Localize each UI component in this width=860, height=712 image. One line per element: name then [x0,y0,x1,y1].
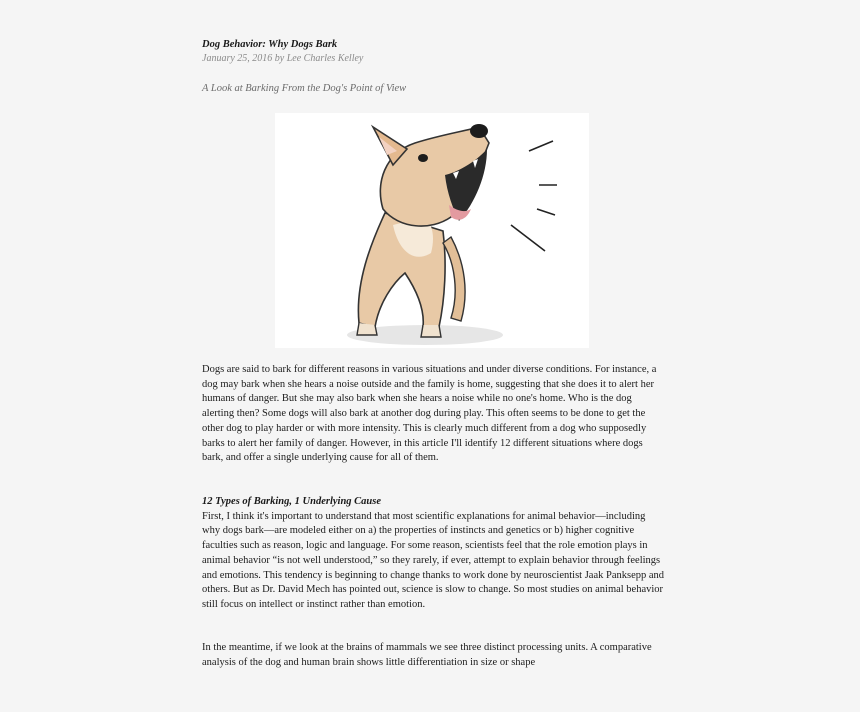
types-paragraph: First, I think it's important to understand that most scientific explanations for animal behavior—including why dogs bark—are modeled either on a) the properties of instincts and genetics or b) higher cognitive faculties such as reason, logic and language. For some reason, scientists feel that the role emotion plays in animal behavior “is not well understood,” so they rarely, if ever, attempt to explain behavior through feelings and emotions. This tendency is beginning to change thanks to work done by neuroscientist Jaak Panksepp and others. But as Dr. David Mech has pointed out, science is slow to change. So most studies on animal behavior still focus on intellect or instinct rather than emotion. [202,510,665,610]
intro-paragraph: Dogs are said to bark for different reasons in various situations and under diverse conditions. For instance, a dog may bark when she hears a noise outside and the family is home, suggesting that she does it to alert her humans of danger. But she may also bark when she hears a noise while no one's home. Who is the dog alerting then? Some dogs will also bark at another dog during play. This often seems to be done to get the other dog to play harder or with more intensity. This is clearly much different from a dog who supposedly barks to alert her family of danger. However, in this article I'll identify 12 different situations where dogs bark, and offer a single underlying cause for all of them. [202,364,657,464]
article-title: Dog Behavior: Why Dogs Bark [202,39,338,50]
barking-dog-figure [275,113,589,348]
meantime-paragraph: In the meantime, if we look at the brains of mammals we see three distinct processing units. A comparative analysis of the dog and human brain shows little differentiation in size or shape [202,642,652,668]
barking-dog-illustration [275,113,589,348]
article-subtitle: A Look at Barking From the Dog's Point of View [202,83,407,94]
article-header [202,38,664,96]
section-heading: 12 Types of Barking, 1 Underlying Cause [202,496,381,507]
types-section [202,495,664,613]
intro-paragraph-block [202,363,664,466]
meantime-paragraph-block [202,641,664,670]
article-byline: January 25, 2016 by Lee Charles Kelley [202,53,364,64]
